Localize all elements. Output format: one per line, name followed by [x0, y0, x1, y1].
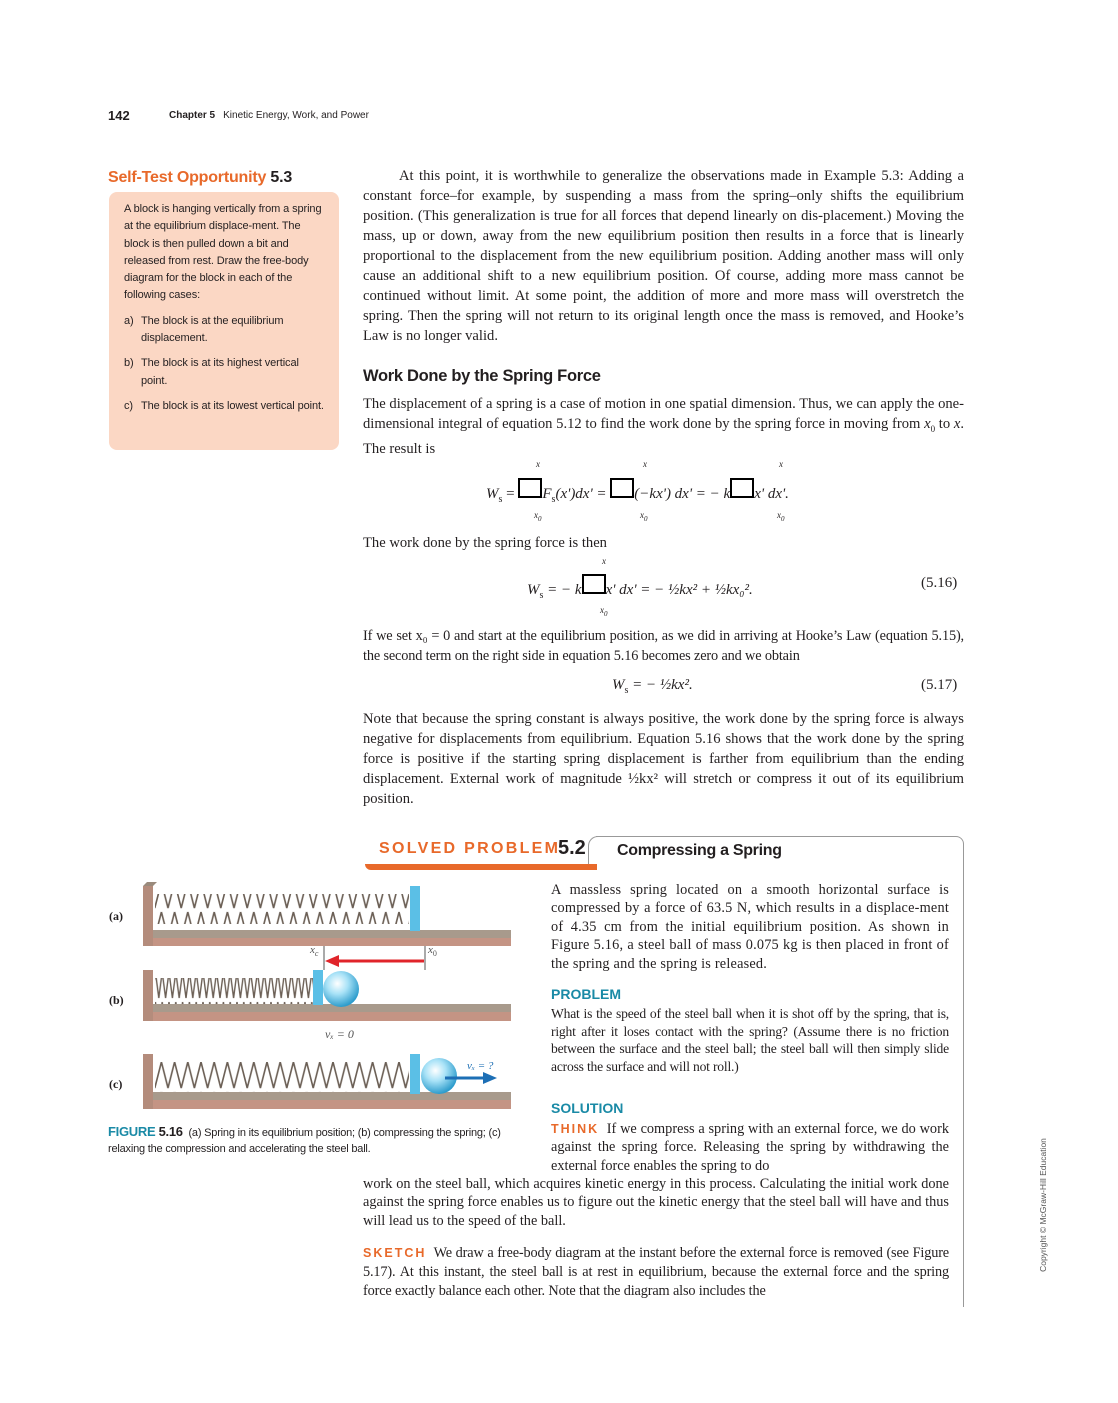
think-text: If we compress a spring with an external force, we do work against the spring force. Releasing the spring by withdrawing the external force enables the spring to do [551, 1121, 949, 1174]
problem-intro: A massless spring located on a smooth horizontal surface is compressed by a force of 63.5 N, which results in a displace-ment of 4.35 cm from the initial equilibrium position. As shown in Figure 5.16, a steel ball of mass 0.075 kg is then placed in front of the spring and the spring is released. [551, 882, 949, 972]
problem-text: What is the speed of the steel ball when it is shot off by the spring, that is, right after it loses contact with the spring? (Assume there is no friction between the surface and the steel ball; the steel ball will then simply slide across the surface and will not roll.) [551, 1006, 949, 1074]
sub: c [314, 949, 319, 959]
equation-work-integral: $W_s = F_s(x')dx' = (-kx') dx'$ = − k x' dx'. [486, 478, 789, 505]
panel-a [143, 882, 511, 946]
item-label: a) [124, 314, 134, 327]
text: . The result is [363, 416, 964, 457]
think-paragraph [551, 1120, 949, 1175]
displacement-markers [324, 946, 425, 970]
figure-number [108, 1124, 183, 1139]
item-text: The block is at its highest vertical point. [141, 357, 299, 387]
integral-sign-icon [518, 478, 542, 498]
var: x [310, 944, 315, 956]
var: x [953, 416, 961, 432]
figure-caption [108, 1124, 508, 1157]
eq-term: = − ½kx². [632, 677, 693, 693]
solution-heading: SOLUTION [551, 1100, 624, 1116]
paragraph-set-x0: If we set x₀ = 0 and start at the equilibrium position, as we did in arriving at Hooke’s Law (equation 5.15), the second term on the right side in equation 5.16 becomes zero and we obtain [363, 628, 964, 664]
chapter-title: Kinetic Energy, Work, and Power [223, 110, 369, 121]
sketch-paragraph [363, 1244, 949, 1301]
sketch-label: SKETCH [363, 1246, 427, 1260]
text: to [935, 416, 954, 432]
self-test-content [124, 201, 328, 423]
sub: 0 [432, 949, 437, 959]
eq-term: x' dx' = − ½kx² + ½kx₀². [605, 582, 753, 598]
item-label: c) [124, 399, 133, 412]
eq-lhs-sub: s [624, 685, 629, 696]
think-label: THINK [551, 1122, 600, 1136]
page-number: 142 [108, 108, 130, 123]
eq-term: = − k [547, 582, 582, 598]
panel-label-a: (a) [109, 909, 123, 923]
integral-upper-limit: x [643, 459, 647, 469]
text: The displacement of a spring is a case of motion in one spatial dimension. Thus, we can apply the one-dimensional integral of equation 5.12 to find the work done by the spring force in moving from [363, 396, 964, 432]
equation-number: (5.16) [921, 575, 958, 591]
solved-problem-tab-curve [588, 836, 609, 867]
paragraph-note: Note that because the spring constant is always positive, the work done by the spring force is always negative for displacements from equilibrium. Equation 5.16 shows that the work done by the spring force is positive if the starting spring displacement is farther from equilibrium than the ending displacement. External work of magnitude ½kx² will stretch or compress it out of its equilibrium position. [363, 711, 964, 807]
solved-problem-underline [365, 864, 597, 870]
self-test-item [124, 355, 328, 390]
integral-sign-icon [582, 574, 606, 594]
eq-lhs-sub: s [498, 494, 503, 505]
self-test-title [108, 169, 292, 187]
integral-upper-limit: x [779, 459, 783, 469]
self-test-number: 5.3 [270, 169, 293, 186]
paragraph-work-then: The work done by the spring force is then [363, 535, 607, 551]
caption-text: (a) Spring in its equilibrium position; (b) compressing the spring; (c) relaxing the compression and accelerating the steel ball. [108, 1127, 501, 1155]
eq-term: x' dx'. [754, 486, 789, 502]
paragraph-generalization: At this point, it is worthwhile to generalize the observations made in Example 5.3: Adding a constant force–for example, by suspending a mass from the spring–only shifts the equilibrium position. (This generalization is true for all forces that depend linearly on dis-placement.) Moving the mass, up or down, away from the new equilibrium position then results in a force that is linearly proportional to the displacement from the new equilibrium position. Adding another mass will only cause an additional shift to a new equilibrium position. Of course, adding more mass cannot be continued without limit. At some point, the addition of more and more mass will overstretch the spring. Then the spring will not return to its original length once the mass is removed, and Hooke’s Law is no longer valid. [363, 168, 964, 344]
problem-heading: PROBLEM [551, 986, 621, 1002]
panel-c [143, 1054, 511, 1109]
eq-lhs: W [527, 582, 540, 598]
integral-lower-limit: $x_0$ [600, 605, 608, 618]
var: x [428, 944, 433, 956]
eq-lhs-sub: s [539, 590, 544, 601]
think-paragraph-continued: work on the steel ball, which acquires kinetic energy in this process. Calculating the initial work done against the spring force enables us to figure out the kinetic energy that the steel ball will have and thus will lead us to the speed of the ball. [363, 1176, 949, 1229]
figure-prefix: FIGURE [108, 1124, 156, 1139]
chapter-label: Chapter 5 [169, 110, 216, 121]
integral-upper-limit: x [602, 556, 606, 566]
integral-sign-icon [730, 478, 754, 498]
running-header [169, 110, 369, 121]
self-test-intro: A block is hanging vertically from a spring at the equilibrium displace-ment. The block is then pulled down a bit and released from rest. Draw the free-body diagram for the block in each of the following cases: [124, 203, 322, 302]
integral-sign-icon [610, 478, 634, 498]
equation-number: (5.17) [921, 677, 958, 693]
panel-label-b: (b) [109, 993, 124, 1007]
eq-term: (−kx') dx' = − k [634, 486, 731, 502]
item-text: The block is at the equilibrium displacement. [141, 314, 284, 345]
panel-label-c: (c) [109, 1077, 123, 1091]
equation-5-17 [612, 677, 693, 696]
spring-figure [135, 880, 520, 1120]
paragraph-displacement [363, 394, 964, 459]
solved-problem-label: SOLVED PROBLEM [379, 840, 561, 857]
var: x [924, 416, 931, 432]
self-test-title-text: Self-Test Opportunity [108, 169, 267, 186]
x0-label [428, 944, 437, 958]
eq-term: (x')dx' = [555, 486, 607, 502]
integral-upper-limit: x [536, 459, 540, 469]
eq-term: F [542, 486, 552, 502]
panel-b [143, 970, 511, 1021]
integral-lower-limit: $x_0$ [640, 510, 648, 523]
copyright-notice: Copyright © McGraw-Hill Education [1038, 1138, 1048, 1272]
frame-edge [963, 1285, 964, 1301]
integral-lower-limit: $x_0$ [777, 510, 785, 523]
sketch-text: We draw a free-body diagram at the instant before the external force is removed (see Figure 5.17). At this instant, the steel ball is at rest in equilibrium, because the external force and the spring force exactly balance each other. Note that the diagram also includes the [363, 1245, 949, 1299]
solved-problem-title: Compressing a Spring [617, 842, 782, 859]
eq-sub: s [551, 494, 556, 505]
solved-problem-number: 5.2 [558, 837, 586, 859]
integral-lower-limit: $x_0$ [534, 510, 542, 523]
xc-label [310, 944, 318, 958]
velocity-unknown-label: vₓ = ? [467, 1060, 494, 1072]
sub: 0 [930, 423, 936, 434]
equation-5-16 [527, 574, 753, 601]
eq-lhs: W [486, 486, 499, 502]
eq-lhs: W [612, 677, 625, 693]
self-test-item [124, 313, 328, 348]
item-label: b) [124, 357, 134, 370]
velocity-zero-label: vₓ = 0 [325, 1027, 354, 1041]
item-text: The block is at its lowest vertical point. [141, 399, 324, 412]
figure-num: 5.16 [158, 1124, 183, 1139]
self-test-item [124, 398, 328, 415]
section-heading: Work Done by the Spring Force [363, 367, 601, 385]
